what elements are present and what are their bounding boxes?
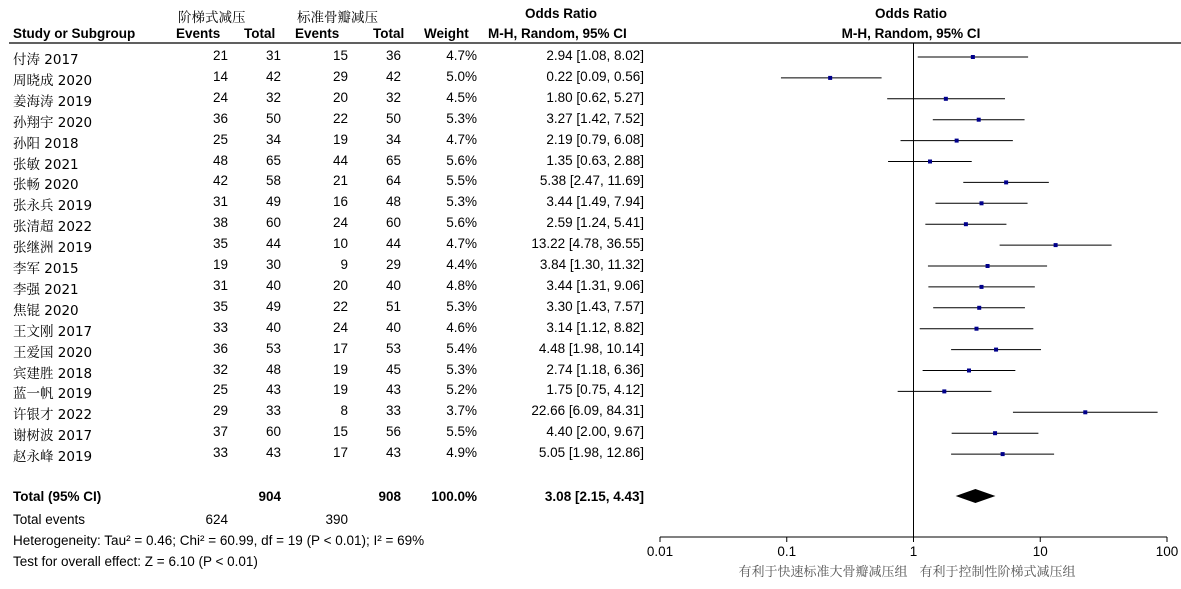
total-ctrl-cell: 51 bbox=[385, 298, 401, 314]
total-ctrl-cell: 50 bbox=[385, 110, 401, 126]
ci-cell: 5.05 [1.98, 12.86] bbox=[538, 445, 644, 461]
events-ctrl-cell: 24 bbox=[332, 215, 348, 231]
total-exp-cell: 43 bbox=[265, 382, 281, 398]
plot-title: Odds Ratio bbox=[874, 6, 947, 21]
weight-cell: 4.8% bbox=[446, 277, 477, 293]
total-exp-cell: 48 bbox=[265, 361, 281, 377]
events-ctrl-cell: 29 bbox=[332, 68, 348, 84]
total-exp-cell: 43 bbox=[265, 445, 281, 461]
study-name: 张永兵 2019 bbox=[13, 198, 93, 215]
study-name: 赵永峰 2019 bbox=[13, 449, 93, 466]
ci-cell: 2.74 [1.18, 6.36] bbox=[546, 361, 644, 377]
point-estimate bbox=[1083, 410, 1087, 414]
weight-cell: 4.6% bbox=[446, 319, 477, 335]
plot-method: M-H, Random, 95% CI bbox=[841, 26, 981, 41]
point-estimate bbox=[955, 139, 959, 143]
events-exp-cell: 25 bbox=[212, 131, 228, 147]
weight-cell: 4.9% bbox=[446, 445, 477, 461]
x-axis-label-left: 有利于快速标准大骨瓣减压组 bbox=[738, 565, 908, 580]
study-name: 周晓成 2020 bbox=[13, 72, 93, 89]
point-estimate bbox=[1001, 452, 1005, 456]
events-ctrl-cell: 20 bbox=[332, 89, 348, 105]
total-exp-cell: 44 bbox=[265, 236, 281, 252]
total-weight: 100.0% bbox=[431, 489, 477, 504]
total-exp-cell: 32 bbox=[265, 89, 281, 105]
total-ctrl-cell: 40 bbox=[385, 319, 401, 335]
experimental-group-label: 阶梯式减压 bbox=[178, 10, 246, 26]
point-estimate bbox=[967, 369, 971, 373]
study-name: 姜海涛 2019 bbox=[13, 93, 93, 110]
study-name: 张继洲 2019 bbox=[13, 240, 93, 257]
x-tick-label: 100 bbox=[1155, 544, 1179, 559]
total-ctrl-cell: 56 bbox=[385, 424, 401, 440]
events-exp-cell: 25 bbox=[212, 382, 228, 398]
events-ctrl-cell: 15 bbox=[332, 424, 348, 440]
events-exp-cell: 36 bbox=[212, 110, 228, 126]
events-ctrl-cell: 17 bbox=[332, 340, 348, 356]
events-exp-cell: 14 bbox=[212, 68, 228, 84]
total-exp-cell: 30 bbox=[265, 257, 281, 272]
ci-cell: 4.48 [1.98, 10.14] bbox=[538, 340, 644, 356]
weight-cell: 5.5% bbox=[446, 173, 477, 189]
total-ctrl-cell: 65 bbox=[385, 152, 401, 168]
events-exp-cell: 19 bbox=[212, 257, 228, 272]
study-name: 王爱国 2020 bbox=[13, 344, 93, 361]
total-ctrl-cell: 29 bbox=[385, 257, 401, 272]
total-ctrl-header: Total bbox=[373, 26, 405, 41]
events-ctrl-cell: 22 bbox=[332, 298, 348, 314]
total-exp-cell: 34 bbox=[265, 131, 281, 147]
ci-cell: 1.75 [0.75, 4.12] bbox=[546, 382, 644, 398]
ci-cell: 3.14 [1.12, 8.82] bbox=[546, 319, 644, 335]
study-name: 张清超 2022 bbox=[13, 219, 93, 236]
ci-cell: 0.22 [0.09, 0.56] bbox=[546, 68, 644, 84]
events-exp-cell: 37 bbox=[212, 424, 228, 440]
events-exp-cell: 24 bbox=[212, 89, 228, 105]
total-exp-header: Total bbox=[244, 26, 276, 41]
total-events-ctrl: 390 bbox=[325, 512, 348, 527]
x-axis-label-right: 有利于控制性阶梯式减压组 bbox=[919, 565, 1076, 580]
events-ctrl-cell: 15 bbox=[332, 48, 348, 63]
study-name: 宾建胜 2018 bbox=[13, 365, 93, 382]
point-estimate bbox=[980, 201, 984, 205]
total-ctrl-cell: 34 bbox=[385, 131, 401, 147]
total-ctrl-cell: 64 bbox=[385, 173, 401, 189]
study-name: 孙阳 2018 bbox=[13, 135, 79, 152]
events-ctrl-cell: 10 bbox=[332, 236, 348, 252]
point-estimate bbox=[1004, 180, 1008, 184]
weight-cell: 5.6% bbox=[446, 152, 477, 168]
events-exp-cell: 38 bbox=[212, 215, 228, 231]
study-name: 李军 2015 bbox=[13, 261, 79, 277]
weight-cell: 4.5% bbox=[446, 89, 477, 105]
total-ctrl-cell: 40 bbox=[385, 277, 401, 293]
point-estimate bbox=[994, 348, 998, 352]
ci-cell: 3.27 [1.42, 7.52] bbox=[546, 110, 644, 126]
events-exp-cell: 36 bbox=[212, 340, 228, 356]
total-ctrl-cell: 42 bbox=[385, 68, 401, 84]
x-tick-label: 0.1 bbox=[777, 544, 797, 559]
events-exp-cell: 31 bbox=[212, 194, 228, 210]
heterogeneity-text: Heterogeneity: Tau² = 0.46; Chi² = 60.99, df = 19 (P < 0.01); I² = 69% bbox=[13, 533, 425, 548]
total-label: Total (95% CI) bbox=[13, 489, 102, 504]
point-estimate bbox=[964, 222, 968, 226]
events-ctrl-cell: 8 bbox=[340, 403, 348, 419]
weight-cell: 5.2% bbox=[446, 382, 477, 398]
ci-cell: 22.66 [6.09, 84.31] bbox=[531, 403, 644, 419]
or-column-title: Odds Ratio bbox=[524, 6, 597, 21]
summary-diamond bbox=[956, 489, 996, 503]
point-estimate bbox=[974, 327, 978, 331]
x-tick-label: 10 bbox=[1032, 544, 1048, 559]
total-ctrl-cell: 48 bbox=[385, 194, 401, 210]
total-exp-cell: 49 bbox=[265, 298, 281, 314]
events-exp-cell: 31 bbox=[212, 277, 228, 293]
total-ctrl-cell: 45 bbox=[385, 361, 401, 377]
ci-cell: 1.80 [0.62, 5.27] bbox=[546, 89, 644, 105]
events-ctrl-cell: 19 bbox=[332, 131, 348, 147]
weight-cell: 5.3% bbox=[446, 298, 477, 314]
events-ctrl-cell: 24 bbox=[332, 319, 348, 335]
weight-cell: 4.4% bbox=[446, 257, 477, 272]
total-exp-cell: 60 bbox=[265, 215, 281, 231]
point-estimate bbox=[971, 55, 975, 59]
total-ctrl-cell: 32 bbox=[385, 89, 401, 105]
weight-cell: 3.7% bbox=[446, 403, 477, 419]
ci-cell: 5.38 [2.47, 11.69] bbox=[539, 173, 644, 189]
events-ctrl-cell: 19 bbox=[332, 382, 348, 398]
weight-cell: 5.4% bbox=[446, 340, 477, 356]
total-n-ctrl: 908 bbox=[378, 489, 401, 504]
events-ctrl-cell: 22 bbox=[332, 110, 348, 126]
ci-cell: 2.94 [1.08, 8.02] bbox=[546, 48, 644, 63]
events-ctrl-cell: 9 bbox=[340, 257, 348, 272]
ci-cell: 13.22 [4.78, 36.55] bbox=[531, 236, 644, 252]
total-exp-cell: 33 bbox=[265, 403, 281, 419]
point-estimate bbox=[944, 97, 948, 101]
total-exp-cell: 31 bbox=[265, 48, 281, 63]
total-exp-cell: 65 bbox=[265, 152, 281, 168]
events-exp-cell: 35 bbox=[212, 236, 228, 252]
point-estimate bbox=[977, 118, 981, 122]
study-name: 付涛 2017 bbox=[13, 52, 79, 68]
events-ctrl-header: Events bbox=[295, 26, 340, 41]
total-events-exp: 624 bbox=[205, 512, 228, 527]
total-ci: 3.08 [2.15, 4.43] bbox=[544, 489, 644, 504]
study-name: 焦锟 2020 bbox=[13, 302, 79, 319]
events-ctrl-cell: 44 bbox=[332, 152, 348, 168]
total-ctrl-cell: 43 bbox=[385, 445, 401, 461]
study-name: 蓝一帆 2019 bbox=[13, 386, 93, 403]
total-events-label: Total events bbox=[13, 512, 86, 527]
total-exp-cell: 40 bbox=[265, 277, 281, 293]
study-name: 许银才 2022 bbox=[13, 407, 93, 424]
point-estimate bbox=[980, 285, 984, 289]
ci-cell: 3.84 [1.30, 11.32] bbox=[539, 257, 644, 272]
weight-cell: 5.5% bbox=[446, 424, 477, 440]
events-ctrl-cell: 19 bbox=[332, 361, 348, 377]
total-ctrl-cell: 60 bbox=[385, 215, 401, 231]
total-ctrl-cell: 33 bbox=[385, 403, 401, 419]
study-name: 王文刚 2017 bbox=[13, 323, 93, 340]
events-exp-cell: 33 bbox=[212, 445, 228, 461]
events-exp-header: Events bbox=[176, 26, 221, 41]
weight-cell: 5.0% bbox=[446, 68, 477, 84]
weight-cell: 5.3% bbox=[446, 194, 477, 210]
total-exp-cell: 53 bbox=[265, 340, 281, 356]
events-ctrl-cell: 21 bbox=[332, 173, 348, 189]
study-name: 孙翔宇 2020 bbox=[13, 114, 93, 131]
total-exp-cell: 58 bbox=[265, 173, 281, 189]
point-estimate bbox=[1054, 243, 1058, 247]
study-name: 张畅 2020 bbox=[13, 177, 79, 194]
ci-cell: 3.44 [1.31, 9.06] bbox=[546, 277, 644, 293]
total-ctrl-cell: 44 bbox=[385, 236, 401, 252]
study-name: 李强 2021 bbox=[13, 281, 79, 298]
total-ctrl-cell: 53 bbox=[385, 340, 401, 356]
events-exp-cell: 48 bbox=[212, 152, 228, 168]
point-estimate bbox=[942, 389, 946, 393]
events-ctrl-cell: 17 bbox=[332, 445, 348, 461]
weight-cell: 4.7% bbox=[446, 236, 477, 252]
overall-effect-text: Test for overall effect: Z = 6.10 (P < 0.01) bbox=[13, 554, 258, 569]
ci-cell: 3.44 [1.49, 7.94] bbox=[546, 194, 644, 210]
ci-cell: 3.30 [1.43, 7.57] bbox=[546, 298, 644, 314]
events-exp-cell: 33 bbox=[212, 319, 228, 335]
ci-cell: 1.35 [0.63, 2.88] bbox=[546, 152, 644, 168]
ci-cell: 2.19 [0.79, 6.08] bbox=[546, 131, 644, 147]
weight-cell: 5.3% bbox=[446, 361, 477, 377]
events-ctrl-cell: 20 bbox=[332, 277, 348, 293]
events-exp-cell: 32 bbox=[212, 361, 228, 377]
total-ctrl-cell: 43 bbox=[385, 382, 401, 398]
or-method-header: M-H, Random, 95% CI bbox=[488, 26, 627, 41]
events-exp-cell: 29 bbox=[212, 403, 228, 419]
total-exp-cell: 60 bbox=[265, 424, 281, 440]
ci-cell: 2.59 [1.24, 5.41] bbox=[546, 215, 644, 231]
total-exp-cell: 49 bbox=[265, 194, 281, 210]
ci-cell: 4.40 [2.00, 9.67] bbox=[546, 424, 644, 440]
weight-cell: 5.6% bbox=[446, 215, 477, 231]
study-name: 谢树波 2017 bbox=[13, 428, 93, 445]
control-group-label: 标准骨瓣减压 bbox=[297, 10, 378, 26]
total-n-exp: 904 bbox=[258, 489, 281, 504]
point-estimate bbox=[986, 264, 990, 268]
study-name: 张敏 2021 bbox=[13, 156, 79, 173]
events-exp-cell: 21 bbox=[212, 48, 228, 63]
weight-header: Weight bbox=[424, 26, 469, 41]
total-exp-cell: 40 bbox=[265, 319, 281, 335]
total-exp-cell: 42 bbox=[265, 68, 281, 84]
weight-cell: 4.7% bbox=[446, 131, 477, 147]
point-estimate bbox=[928, 160, 932, 164]
point-estimate bbox=[828, 76, 832, 80]
events-exp-cell: 35 bbox=[212, 298, 228, 314]
study-column-header: Study or Subgroup bbox=[13, 26, 136, 41]
x-tick-label: 1 bbox=[909, 544, 918, 559]
total-ctrl-cell: 36 bbox=[385, 48, 401, 63]
events-ctrl-cell: 16 bbox=[332, 194, 348, 210]
x-tick-label: 0.01 bbox=[646, 544, 674, 559]
events-exp-cell: 42 bbox=[212, 173, 228, 189]
point-estimate bbox=[977, 306, 981, 310]
weight-cell: 5.3% bbox=[446, 110, 477, 126]
point-estimate bbox=[993, 431, 997, 435]
total-exp-cell: 50 bbox=[265, 110, 281, 126]
weight-cell: 4.7% bbox=[446, 48, 477, 63]
